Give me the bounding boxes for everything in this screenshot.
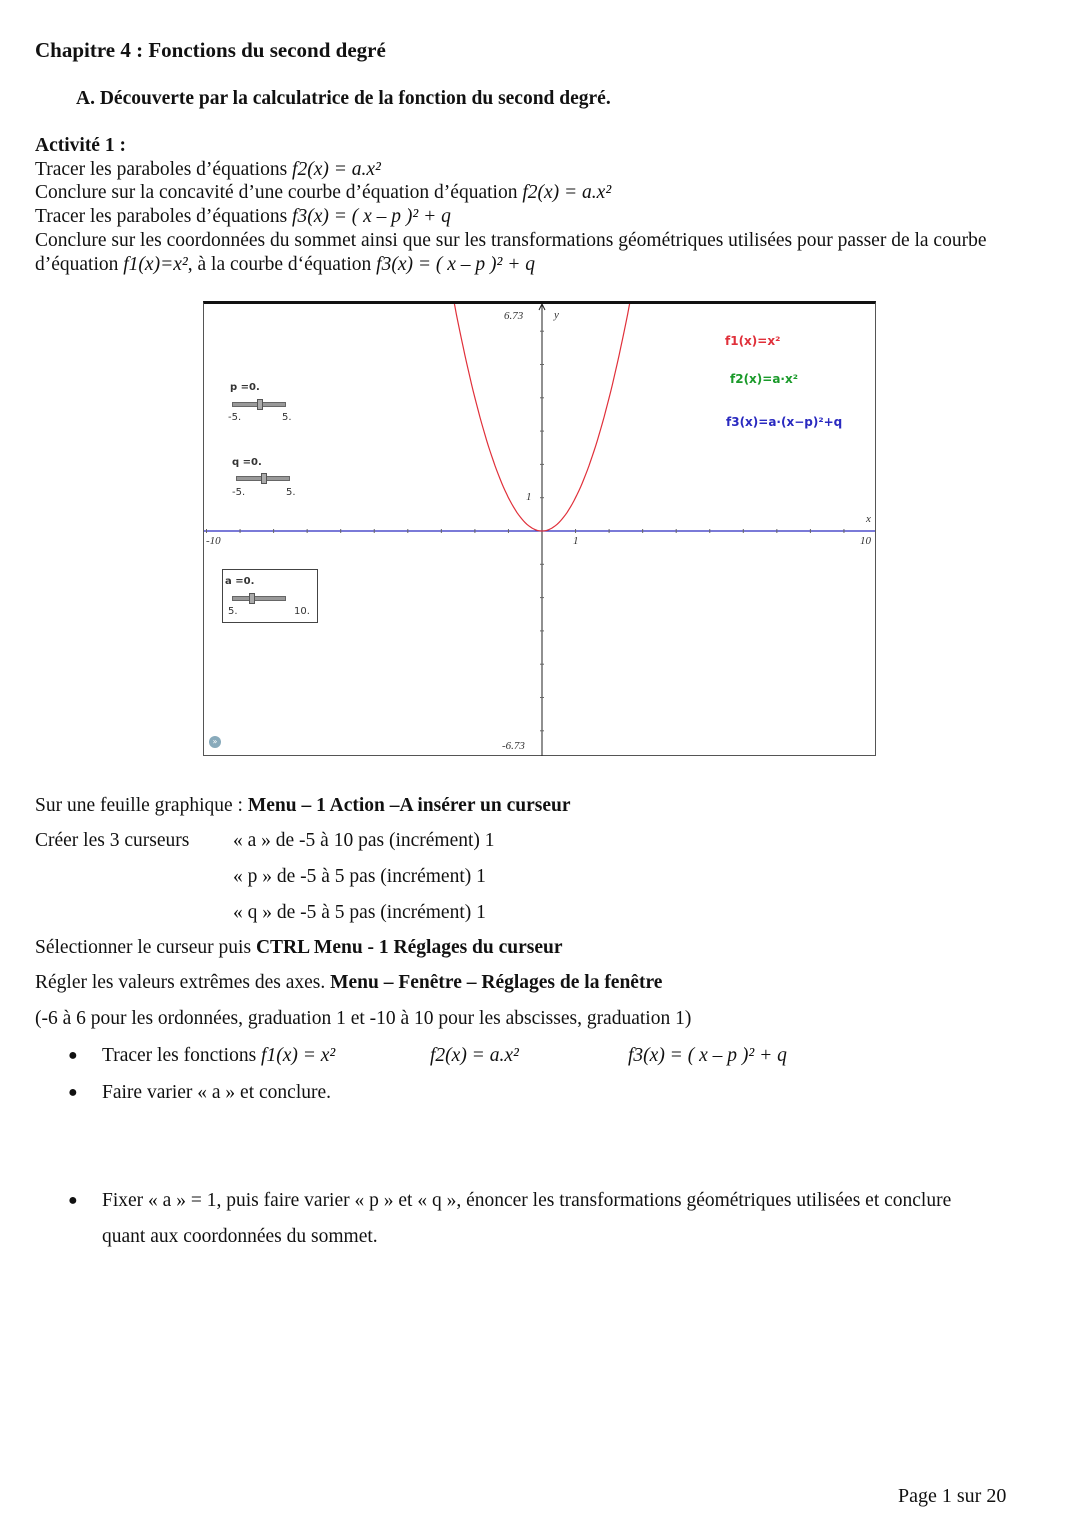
slider-a[interactable]: a =0. 5. 10. (222, 569, 318, 623)
slider-spec-p: « p » de -5 à 5 pas (incrément) 1 (233, 866, 486, 887)
bullet-icon: ● (68, 1192, 78, 1209)
x-min-label: -10 (206, 535, 221, 547)
y-min-label: -6.73 (502, 740, 525, 752)
activity-line-1: Tracer les paraboles d’équations f2(x) = a.x² (35, 159, 381, 180)
slider-a-thumb[interactable] (249, 593, 255, 604)
bullet-fix-a: Fixer « a » = 1, puis faire varier « p » et « q », énoncer les transformations géométriques utilisées et conclure (102, 1190, 952, 1211)
activity-line-4: Conclure sur les coordonnées du sommet ainsi que sur les transformations géométriques utilisées pour passer de la courbe (35, 230, 987, 251)
instruction-insert-slider: Sur une feuille graphique : Menu – 1 Action –A insérer un curseur (35, 795, 571, 816)
bullet-icon: ● (68, 1084, 78, 1101)
slider-spec-q: « q » de -5 à 5 pas (incrément) 1 (233, 902, 486, 923)
slider-p-thumb[interactable] (257, 399, 263, 410)
y-max-label: 6.73 (504, 310, 524, 322)
bullet-f3: f3(x) = ( x – p )² + q (628, 1045, 787, 1066)
expand-icon[interactable]: » (209, 736, 221, 748)
instruction-slider-settings: Sélectionner le curseur puis CTRL Menu - 1 Réglages du curseur (35, 937, 563, 958)
x-unit-label: 1 (573, 535, 579, 547)
activity-title: Activité 1 : (35, 135, 126, 156)
function-label-f2: f2(x)=a·x² (730, 372, 798, 386)
function-label-f1: f1(x)=x² (725, 334, 781, 348)
bullet-icon: ● (68, 1047, 78, 1064)
instruction-axis-ranges: (-6 à 6 pour les ordonnées, graduation 1 et -10 à 10 pour les abscisses, graduation 1) (35, 1008, 692, 1029)
calculator-graph-screenshot: 6.73 y 1 -10 1 10 x -6.73 p =0. -5. 5. q =0. -5. 5. a =0. 5. 10. f1(x)=x² f2(x)=a·x² f3(x)=a·(x−p)²+q » (203, 301, 876, 756)
activity-line-2: Conclure sur la concavité d’une courbe d’équation d’équation f2(x) = a.x² (35, 182, 612, 203)
bullet-trace-functions: Tracer les fonctions f1(x) = x² (102, 1045, 336, 1066)
activity-line-5: d’équation f1(x)=x², à la courbe d‘équation f3(x) = ( x – p )² + q (35, 254, 536, 275)
bullet-f2: f2(x) = a.x² (430, 1045, 519, 1066)
slider-spec-a: « a » de -5 à 10 pas (incrément) 1 (233, 830, 495, 851)
x-max-label: 10 (860, 535, 871, 547)
y-unit-label: 1 (526, 491, 532, 503)
slider-q-thumb[interactable] (261, 473, 267, 484)
function-label-f3: f3(x)=a·(x−p)²+q (726, 415, 843, 429)
bullet-vary-a: Faire varier « a » et conclure. (102, 1082, 332, 1103)
section-title: A. Découverte par la calculatrice de la fonction du second degré. (76, 88, 611, 109)
y-axis-name: y (554, 309, 559, 321)
bullet-fix-a-cont: quant aux coordonnées du sommet. (102, 1226, 378, 1247)
activity-line-3: Tracer les paraboles d’équations f3(x) = ( x – p )² + q (35, 206, 451, 227)
instruction-window-settings: Régler les valeurs extrêmes des axes. Menu – Fenêtre – Réglages de la fenêtre (35, 972, 663, 993)
instruction-create-sliders: Créer les 3 curseurs (35, 830, 190, 851)
page-number: Page 1 sur 20 (898, 1485, 1007, 1507)
x-axis-name: x (866, 513, 871, 525)
chapter-title: Chapitre 4 : Fonctions du second degré (35, 38, 386, 62)
